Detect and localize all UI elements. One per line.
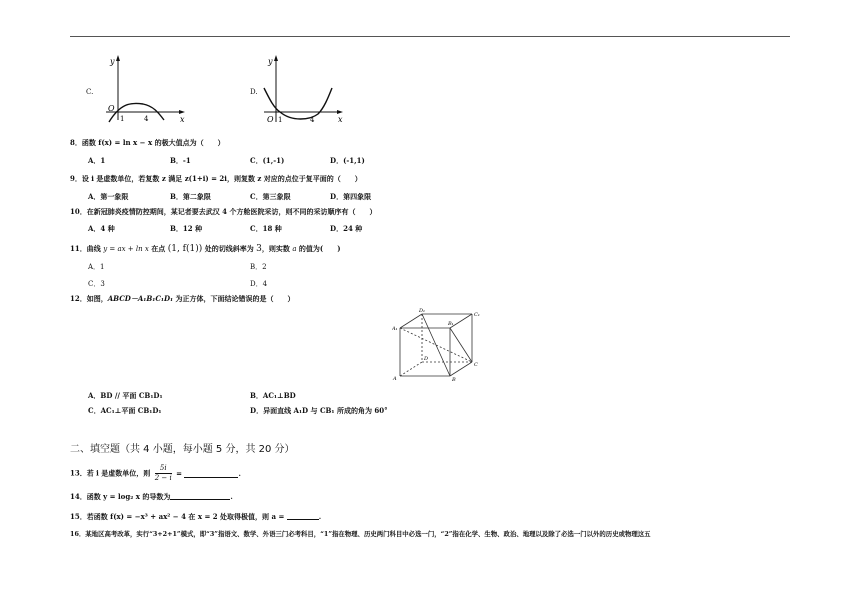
- question-9-stem: 9．设 i 是虚数单位，若复数 z 满足 z(1+i) = 2i，则复数 z 对应的点位于复平面的（ ）: [70, 174, 362, 183]
- q8-option-a: A．1: [88, 156, 106, 165]
- q9-option-b: B．第二象限: [170, 192, 211, 201]
- option-d-label: D.: [250, 88, 258, 96]
- q11-option-d: D．4: [250, 280, 268, 288]
- q14-answer-blank[interactable]: [170, 491, 230, 500]
- q8-option-b: B．-1: [170, 156, 191, 165]
- question-15: 15．若函数 f(x) = −x³ + ax² − 4 在 x = 2 处取得极值，则 a = .: [70, 512, 322, 521]
- question-16: 16．某地区高考改革，实行“3+2+1”模式，即“3”指语文、数学、外语三门必考科目，“1”指在物理、历史两门科目中必选一门，“2”指在化学、生物、政治、地理以及除了必选一门以外的历史或物理这五: [70, 530, 651, 538]
- vertex-c: C: [474, 362, 478, 368]
- q10-option-c: C．18 种: [250, 224, 282, 233]
- question-11-stem: 11．曲线 y = ax + ln x 在点 (1, f(1)) 处的切线斜率为 3，则实数 a 的值为( ): [70, 244, 341, 254]
- vertex-a: A: [393, 376, 397, 382]
- q12-option-d: D．异面直线 A₁D 与 CB₁ 所成的角为 60°: [250, 406, 388, 415]
- q12-option-c: C．AC₁⊥平面 CB₁D₁: [88, 406, 162, 415]
- graph-d: [262, 52, 352, 124]
- vertex-c1: C₁: [474, 312, 480, 318]
- q9-option-d: D．第四象限: [330, 192, 372, 201]
- svg-text:O: O: [267, 115, 274, 124]
- q9-option-c: C．第三象限: [250, 192, 291, 201]
- q12-option-a: A．BD // 平面 CB₁D₁: [88, 391, 163, 400]
- question-14: 14．函数 y = log₂ x 的导数为 .: [70, 492, 233, 501]
- cube-figure: [392, 306, 488, 386]
- svg-text:y: y: [268, 57, 273, 66]
- header-rule: [70, 36, 790, 37]
- svg-text:x: x: [338, 115, 343, 124]
- svg-text:4: 4: [310, 116, 315, 124]
- question-12-stem: 12．如图，ABCD－A₁B₁C₁D₁ 为正方体，下面结论错误的是（ ）: [70, 294, 295, 303]
- section-2-heading: 二、填空题（共 4 小题，每小题 5 分，共 20 分）: [70, 444, 295, 455]
- q9-option-a: A．第一象限: [88, 192, 129, 201]
- question-10-stem: 10．在新冠肺炎疫情防控期间，某记者要去武汉 4 个方舱医院采访，则不同的采访顺序有（ ）: [70, 207, 377, 216]
- q10-option-d: D．24 种: [330, 224, 363, 233]
- vertex-b1: B₁: [448, 321, 454, 327]
- vertex-a1: A₁: [392, 326, 398, 332]
- vertex-b: B: [452, 377, 456, 383]
- q15-answer-blank[interactable]: [287, 511, 319, 520]
- svg-text:1: 1: [278, 116, 283, 124]
- q10-option-a: A．4 种: [88, 224, 115, 233]
- graph-c: [100, 52, 190, 124]
- q10-option-b: B．12 种: [170, 224, 203, 233]
- option-c-label: C.: [86, 88, 94, 96]
- q12-option-b: B．AC₁⊥BD: [250, 391, 296, 400]
- origin-label: O: [108, 104, 115, 113]
- question-8-stem: 8．函数 f(x) = ln x − x 的极大值点为（ ）: [70, 138, 225, 147]
- q8-option-c: C．(1,-1): [250, 156, 285, 165]
- q8-option-d: D．(-1,1): [330, 156, 365, 165]
- q11-option-a: A．1: [88, 263, 105, 271]
- q13-answer-blank[interactable]: [184, 469, 238, 478]
- y-axis-label: y: [110, 57, 115, 66]
- x-axis-label: x: [180, 115, 185, 124]
- tick-1-label: 1: [120, 115, 125, 123]
- vertex-d1: D₁: [419, 308, 426, 314]
- q11-option-b: B．2: [250, 263, 267, 271]
- question-13: 13．若 i 是虚数单位，则 $\frac{5i}{2 - i}$ = .: [70, 464, 241, 482]
- vertex-d: D: [424, 356, 429, 362]
- q11-option-c: C．3: [88, 280, 105, 288]
- tick-4-label: 4: [144, 115, 149, 123]
